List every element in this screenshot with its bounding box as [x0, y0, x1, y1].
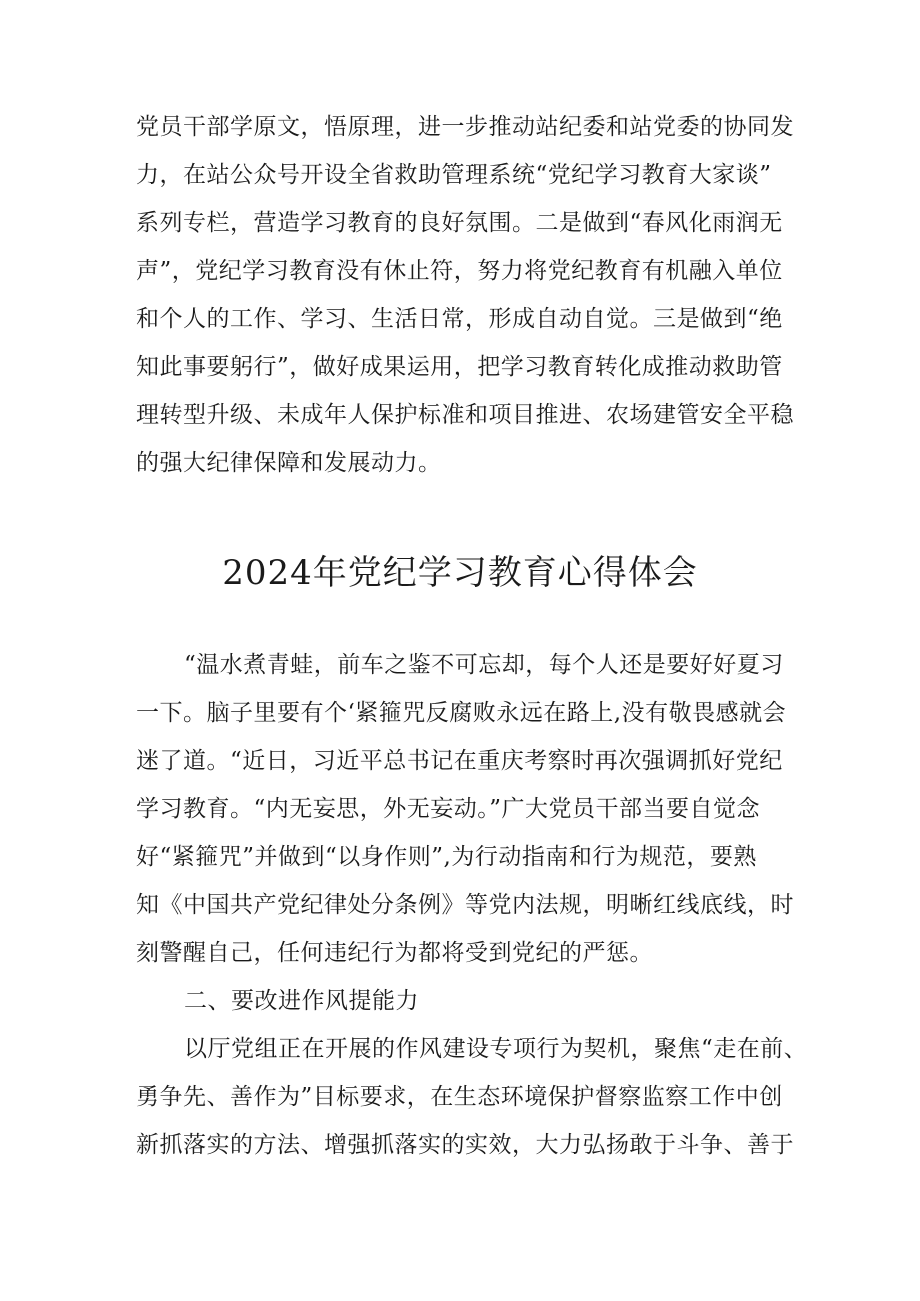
section-heading: 二、要改进作风提能力 — [184, 988, 419, 1014]
paragraph-line: 理转型升级、未成年人保护标准和项目推进、农场建管安全平稳 — [136, 402, 794, 428]
paragraph-line: 勇争先、善作为”目标要求，在生态环境保护督察监察工作中创 — [136, 1084, 783, 1110]
document-title: 2024年党纪学习教育心得体会 — [222, 553, 698, 593]
paragraph-line: 党员干部学原文，悟原理，进一步推动站纪委和站党委的协同发 — [136, 114, 794, 140]
paragraph-line: 声”，党纪学习教育没有休止符，努力将党纪教育有机融入单位 — [136, 258, 783, 284]
paragraph-line: 以厅党组正在开展的作风建设专项行为契机，聚焦“走在前、 — [184, 1036, 808, 1062]
paragraph-line: 知《中国共产党纪律处分条例》等党内法规，明晰红线底线，时 — [136, 892, 794, 918]
paragraph-line: 力，在站公众号开设全省救助管理系统“党纪学习教育大家谈” — [136, 162, 772, 188]
paragraph-line: 新抓落实的方法、增强抓落实的实效，大力弘扬敢于斗争、善于 — [136, 1132, 794, 1158]
paragraph-line: 系列专栏，营造学习教育的良好氛围。二是做到“春风化雨润无 — [136, 210, 783, 236]
paragraph-line: 学习教育。“内无妄思，外无妄动。”广大党员干部当要自觉念 — [136, 796, 761, 822]
paragraph-line: “温水煮青蛙，前车之鉴不可忘却，每个人还是要好好夏习 — [184, 652, 784, 678]
paragraph-line: 知此事要躬行”，做好成果运用，把学习教育转化成推动救助管 — [136, 354, 783, 380]
paragraph-line: 好“紧箍咒”并做到“以身作则”,为行动指南和行为规范，要熟 — [136, 844, 757, 870]
paragraph-line: 迷了道。“近日，习近平总书记在重庆考察时再次强调抓好党纪 — [136, 748, 783, 774]
paragraph-line: 和个人的工作、学习、生活日常，形成自动自觉。三是做到“绝 — [136, 306, 783, 332]
paragraph-line: 的强大纪律保障和发展动力。 — [136, 450, 442, 476]
paragraph-line: 一下。脑子里要有个‘紧箍咒反腐败永远在路上,没有敬畏感就会 — [136, 700, 787, 726]
paragraph-line: 刻警醒自己，任何违纪行为都将受到党纪的严惩。 — [136, 940, 653, 966]
